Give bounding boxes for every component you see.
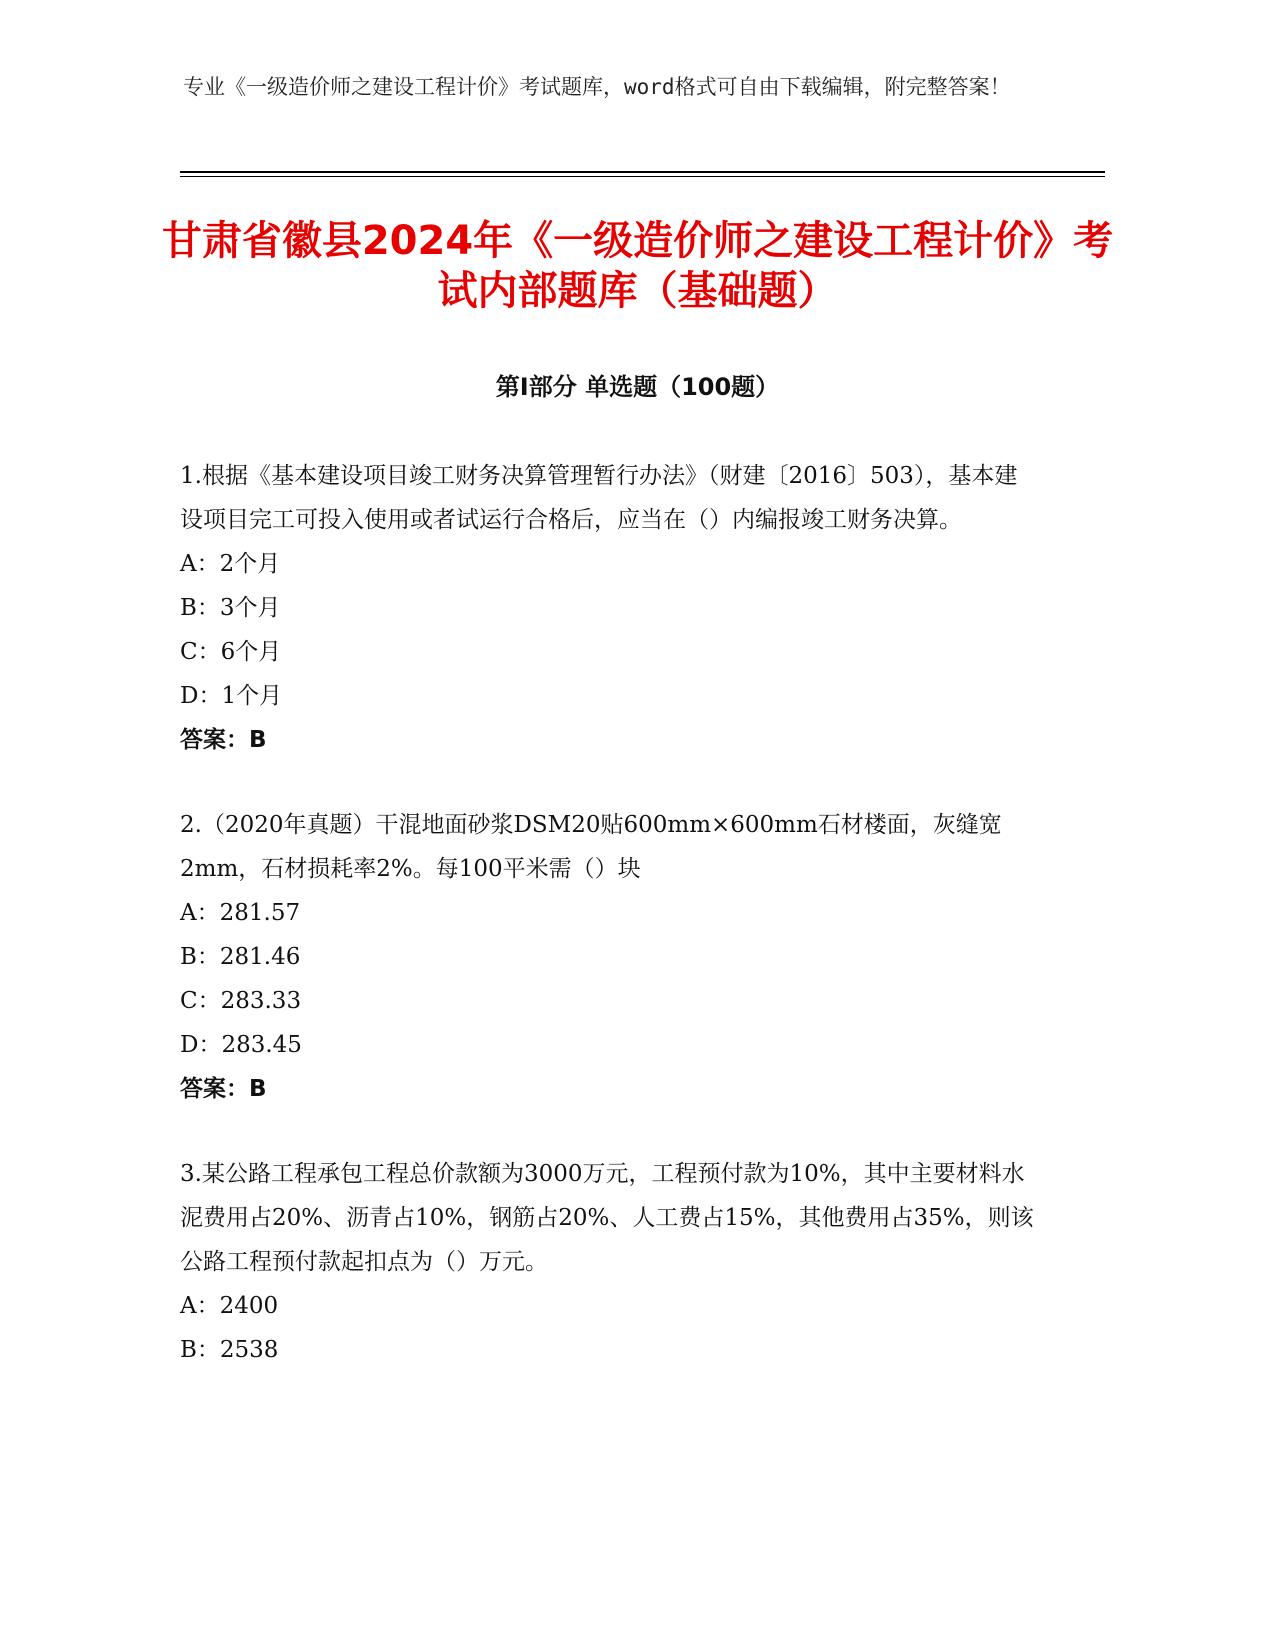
- option-a: A：281.57: [180, 900, 301, 926]
- option-b: B：3个月: [180, 595, 281, 621]
- option-a: A：2个月: [180, 551, 281, 577]
- option-c: C：6个月: [180, 639, 282, 665]
- option-d: D：283.45: [180, 1032, 302, 1058]
- option-b: B：281.46: [180, 944, 301, 970]
- question-stem: 2.（2020年真题）干混地面砂浆DSM20贴600mm×600mm石材楼面，灰缝宽2mm，石材损耗率2%。每100平米需（）块: [180, 812, 1002, 882]
- header-rule-thin: [180, 176, 1105, 177]
- document-title: 甘肃省徽县2024年《一级造价师之建设工程计价》考试内部题库（基础题）: [161, 218, 1114, 314]
- option-c: C：283.33: [180, 988, 302, 1014]
- header-note: 专业《一级造价师之建设工程计价》考试题库，word格式可自由下载编辑，附完整答案！: [183, 75, 1011, 99]
- answer: 答案：B: [180, 727, 267, 753]
- option-d: D：1个月: [180, 683, 283, 709]
- question-stem: 1.根据《基本建设项目竣工财务决算管理暂行办法》（财建〔2016〕503），基本建设项目完工可投入使用或者试运行合格后，应当在（）内编报竣工财务决算。: [180, 463, 1018, 533]
- answer: 答案：B: [180, 1076, 267, 1102]
- option-b: B：2538: [180, 1337, 279, 1363]
- question-stem: 3.某公路工程承包工程总价款额为3000万元，工程预付款为10%，其中主要材料水泥费用占20%、沥青占10%，钢筋占20%、人工费占15%，其他费用占35%，则该公路工程预付款起扣点为（）万元。: [180, 1161, 1034, 1275]
- question-list: [180, 454, 1040, 1413]
- section-title: 第I部分 单选题（100题）: [495, 373, 780, 401]
- question-2: [180, 803, 1040, 1111]
- question-1: [180, 454, 1040, 762]
- option-a: A：2400: [180, 1293, 279, 1319]
- question-3: [180, 1152, 1040, 1372]
- header-rule-thick: [180, 171, 1105, 173]
